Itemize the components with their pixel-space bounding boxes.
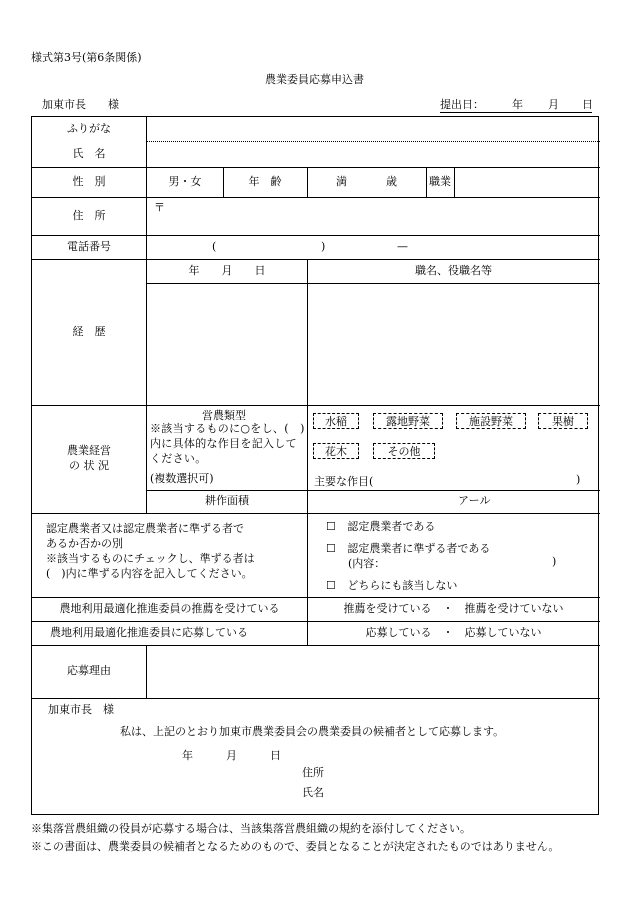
certified-question-line1: 認定農業者又は認定農業者に準ずる者で	[46, 522, 244, 535]
option-other[interactable]: その他	[373, 443, 435, 459]
certified-question-line2: あるか否かの別	[46, 537, 123, 550]
footnote-2: ※この書面は、農業委員の候補者となるためのもので、委員となることが決定されたものではありません。	[31, 840, 560, 853]
furigana-label: ふりがな	[67, 121, 111, 135]
postal-mark: 〒	[154, 201, 165, 214]
submit-date	[440, 96, 592, 113]
option-flowering-trees[interactable]: 花木	[313, 443, 359, 459]
phone-field[interactable]	[147, 235, 599, 259]
checkbox-icon[interactable]: ☐	[326, 579, 336, 592]
phone-open: (	[212, 239, 217, 253]
submit-month: 月	[548, 98, 559, 111]
farming-label-line1: 農業経営	[67, 444, 111, 458]
certified-option-2-close: )	[552, 555, 557, 568]
career-date-header: 年 月 日	[188, 263, 266, 277]
option-rice[interactable]: 水稲	[313, 413, 359, 429]
furigana-field[interactable]	[147, 117, 599, 141]
applied-options[interactable]: 応募している ・ 応募していない	[365, 625, 542, 639]
checkbox-icon[interactable]: ☐	[326, 520, 336, 533]
option-greenhouse-vegetables[interactable]: 施設野菜	[456, 413, 526, 429]
age-label: 年 齢	[248, 174, 282, 188]
career-position-field[interactable]	[308, 284, 599, 405]
declaration-date: 年 月 日	[182, 749, 281, 762]
certified-option-2[interactable]	[326, 540, 490, 556]
occupation-label: 職業	[429, 174, 451, 188]
age-unit: 歳	[386, 174, 397, 188]
submit-year: 年	[512, 98, 523, 111]
age-full-text: 満	[336, 174, 347, 188]
main-crop-label: 主要な作目(	[314, 475, 374, 488]
cultivated-area-field[interactable]	[308, 490, 599, 513]
certified-option-3[interactable]	[326, 577, 457, 593]
certified-option-2-label: 認定農業者に準ずる者である	[347, 542, 491, 555]
phone-dash: —	[397, 239, 408, 253]
certified-option-2-detail: (内容：	[348, 557, 386, 570]
certified-question	[32, 521, 307, 581]
declaration-address-label: 住所	[302, 766, 324, 779]
name-field[interactable]	[147, 142, 599, 167]
area-unit: アール	[458, 494, 491, 508]
career-label: 経 歴	[72, 324, 106, 338]
age-field[interactable]	[308, 167, 426, 197]
option-open-field-vegetables[interactable]: 露地野菜	[373, 413, 443, 429]
phone-label: 電話番号	[67, 239, 111, 253]
sex-options[interactable]: 男・女	[168, 174, 202, 188]
submit-date-label: 提出日：	[440, 98, 484, 111]
occupation-field[interactable]	[455, 167, 599, 197]
reason-label: 応募理由	[67, 664, 111, 678]
farming-multi-select: (複数選択可)	[150, 472, 214, 485]
farming-type-heading: 営農類型	[202, 409, 246, 422]
farming-type-note: ※該当するものに○をし、( )内に具体的な作目を記入してください。	[150, 422, 305, 465]
applied-label: 農地利用最適化推進委員に応募している	[50, 625, 248, 639]
phone-close: )	[321, 239, 326, 253]
checkbox-icon[interactable]: ☐	[326, 542, 336, 555]
form-number: 様式第3号(第6条関係)	[31, 51, 142, 64]
certified-note-line1: ※該当するものにチェックし、準ずる者は	[46, 552, 255, 565]
reason-field[interactable]	[147, 645, 599, 698]
certified-note-line2: ( )内に準ずる内容を記入してください。	[46, 567, 253, 580]
address-label: 住 所	[72, 208, 106, 222]
declaration-name-label: 氏名	[302, 786, 324, 799]
footnote-1: ※集落営農組織の役員が応募する場合は、当該集落営農組織の規約を添付してください。	[31, 822, 471, 835]
certified-option-1[interactable]	[326, 518, 435, 534]
option-fruit-trees[interactable]: 果樹	[538, 413, 588, 429]
main-crop-close: )	[576, 473, 581, 486]
sex-label: 性 別	[72, 174, 106, 188]
header-addressee: 加東市長 様	[42, 98, 119, 111]
recommended-options[interactable]: 推薦を受けている ・ 推薦を受けていない	[343, 601, 564, 615]
farming-label-line2: の 状 況	[69, 459, 109, 472]
certified-option-3-label: どちらにも該当しない	[347, 579, 458, 592]
recommended-label: 農地利用最適化推進委員の推薦を受けている	[59, 601, 280, 615]
farming-status-label	[32, 405, 146, 513]
cultivated-area-label: 耕作面積	[205, 494, 249, 508]
application-form-table	[31, 116, 599, 815]
declaration-addressee: 加東市長 様	[48, 703, 114, 716]
career-date-field[interactable]	[147, 284, 307, 405]
certified-option-1-label: 認定農業者である	[347, 520, 436, 533]
form-title: 農業委員応募申込書	[265, 73, 364, 86]
declaration-statement: 私は、上記のとおり加東市農業委員会の農業委員の候補者として応募します。	[120, 725, 505, 738]
submit-day: 日	[582, 98, 593, 111]
career-position-header: 職名、役職名等	[415, 263, 492, 277]
name-label: 氏 名	[72, 146, 106, 160]
